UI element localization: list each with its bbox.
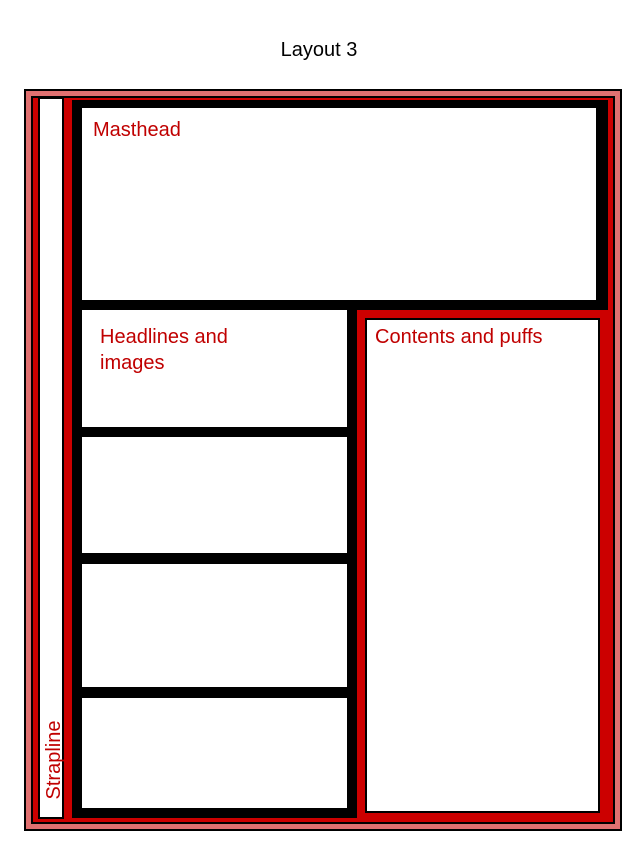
headlines-label: Headlines and images xyxy=(100,326,228,374)
contents-label: Contents and puffs xyxy=(375,326,543,348)
masthead-label: Masthead xyxy=(93,119,181,141)
headline-panel-3 xyxy=(82,564,347,687)
strapline-label: Strapline xyxy=(43,720,65,800)
contents-panel xyxy=(365,318,600,813)
headline-panel-4 xyxy=(82,698,347,808)
strapline-column xyxy=(38,97,64,819)
diagram-title: Layout 3 xyxy=(280,39,358,61)
headline-panel-2 xyxy=(82,437,347,553)
